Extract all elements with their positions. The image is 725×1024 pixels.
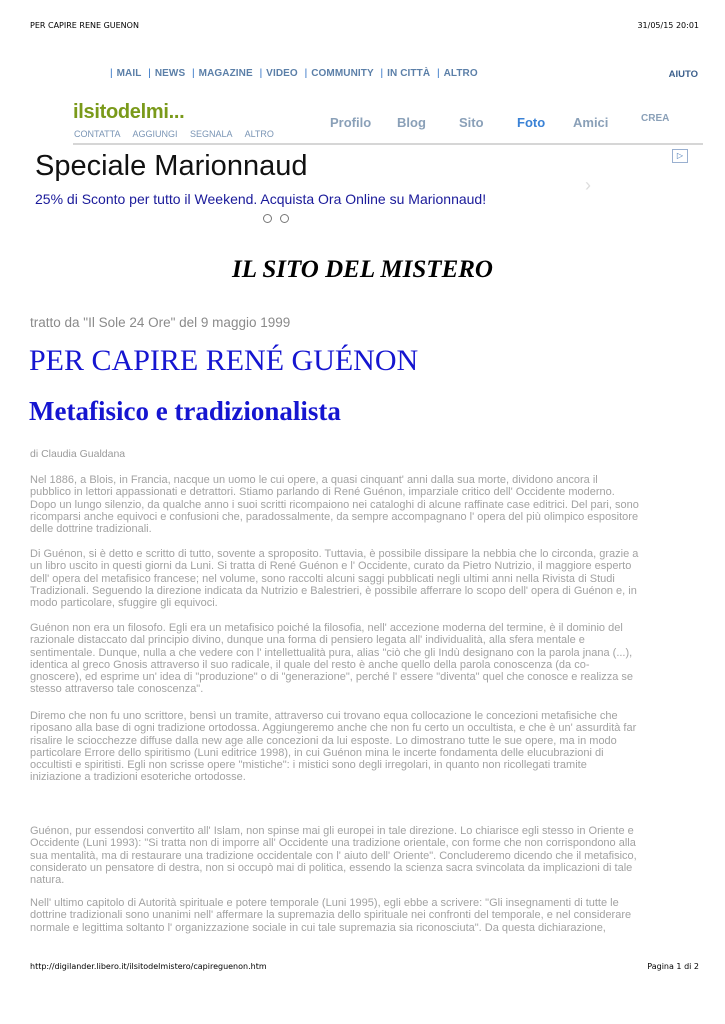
site-title: IL SITO DEL MISTERO: [232, 256, 493, 283]
nav-in-citta[interactable]: IN CITTÀ: [387, 68, 431, 79]
article-source: tratto da "Il Sole 24 Ore" del 9 maggio 1999: [30, 315, 291, 330]
ad-title[interactable]: Speciale Marionnaud: [35, 150, 308, 182]
help-link[interactable]: AIUTO: [668, 69, 698, 80]
chevron-right-icon[interactable]: ›: [585, 175, 591, 195]
paragraph: Guénon non era un filosofo. Egli era un metafisico poiché la filosofia, nell' accezione moderna del termine, è il dominio del razionale distaccato dal principio divino, dunque una forma di pensiero legata all' individualità, alla sfera mentale e sentimentale. Dunque, nulla a che vedere con l' intellettualità pura, alias "ciò che gli Indù designano con la parola jnana (...), identica al greco Gnosis attraverso il suo radicale, il quale del resto è anche quello della parola conoscenza (da co- gnoscere), ed esprime un' idea di "produzione" o di "generazione", perché l' essere "diventa" quel che conosce e realizza se stesso attraverso tale conoscenza".: [30, 622, 634, 696]
header-divider: [73, 143, 703, 145]
paragraph: Di Guénon, si è detto e scritto di tutto, sovente a sproposito. Tuttavia, è possibile dissipare la nebbia che lo circonda, grazie a un libro uscito in questi giorni da Luni. Si tratta di René Guénon e l' Occidente, curato da Pietro Nutrizio, il maggiore esperto dell' opera del metafisico francese; nel volume, sono raccolti alcuni saggi pubblicati negli ultimi anni nella Rivista di Studi Tradizionali. Seguendo la direzione indicata da Nutrizio e Balestrieri, è possibile afferrare lo scopo dell' opera di Guénon e, in modo particolare, sfuggire gli equivoci.: [30, 548, 639, 610]
sublink-segnala[interactable]: SEGNALA: [190, 129, 233, 139]
paragraph: Nell' ultimo capitolo di Autorità spirituale e potere temporale (Luni 1995), egli ebbe a scrivere: "Gli insegnamenti di tutte le dottrine tradizionali sono unanimi nell' affermare la supremazia dello spirituale nei confronti del temporale, e nel considerare normale e legittima soltanto l' organizzazione sociale in cui tale supremazia sia riconosciuta". Da questa dichiarazione,: [30, 897, 632, 934]
print-footer-page: Pagina 1 di 2: [647, 962, 699, 971]
nav-altro[interactable]: ALTRO: [443, 68, 478, 79]
nav-video[interactable]: VIDEO: [266, 68, 298, 79]
nav-community[interactable]: COMMUNITY: [311, 68, 374, 79]
sublink-altro[interactable]: ALTRO: [244, 129, 274, 139]
ad-choices-icon[interactable]: ▷: [672, 149, 688, 163]
top-navigation: | MAIL | NEWS | MAGAZINE | VIDEO | COMMUNITY | IN CITTÀ | ALTRO: [110, 68, 478, 79]
paragraph: Diremo che non fu uno scrittore, bensì un tramite, attraverso cui trovano equa collocazione le concezioni metafisiche che riposano alla base di ogni tradizione ortodossa. Aggiungeremo anche che non fu certo un occultista, e che è un' assurdità far risalire le sciocchezze diffuse dalla new age alle concezioni da lui esposte. Lo dimostrano tutte le sue opere, ma in modo particolare Errore dello spiritismo (Luni editrice 1998), in cui Guénon mina le incerte fondamenta delle elucubrazioni di occultisti e spiritisti. Egli non scrisse opere "mistiche": i mistici sono degli irregolari, in quanto non ricollegati tramite iniziazione a tradizioni esoteriche ortodosse.: [30, 710, 637, 784]
ad-dot-2[interactable]: [280, 214, 289, 223]
ad-dot-1[interactable]: [263, 214, 272, 223]
ad-text[interactable]: 25% di Sconto per tutto il Weekend. Acquista Ora Online su Marionnaud!: [35, 191, 487, 207]
article-subtitle: Metafisico e tradizionalista: [29, 396, 341, 426]
print-footer-url: http://digilander.libero.it/ilsitodelmistero/capireguenon.htm: [30, 962, 267, 971]
site-sublinks: [74, 129, 284, 139]
sublink-aggiungi[interactable]: AGGIUNGI: [132, 129, 178, 139]
ad-pagination: [263, 210, 297, 228]
crea-button[interactable]: CREA: [641, 113, 670, 124]
print-header-title: PER CAPIRE RENE GUENON: [30, 21, 139, 30]
nav-mail[interactable]: MAIL: [116, 68, 142, 79]
print-header-date: 31/05/15 20:01: [637, 21, 699, 30]
nav-news[interactable]: NEWS: [154, 68, 186, 79]
article-author: di Claudia Gualdana: [30, 448, 126, 460]
sublink-contatta[interactable]: CONTATTA: [74, 129, 121, 139]
nav-magazine[interactable]: MAGAZINE: [198, 68, 253, 79]
paragraph: Nel 1886, a Blois, in Francia, nacque un uomo le cui opere, a quasi cinquant' anni dalla sua morte, dividono ancora il pubblico in lettori appassionati e detrattori. Stiamo parlando di René Guénon, imparziale critico dell' Occidente moderno. Dopo un lungo silenzio, da qualche anno i suoi scritti ricompaiono nei cataloghi di alcune raffinate case editrici. Del pari, sono ricomparsi anche equivoci e confusioni che, paradossalmente, da sempre accompagnano l' opera del più olimpico espositore delle dottrine tradizionali.: [30, 474, 639, 536]
tab-sito[interactable]: Sito: [459, 115, 484, 130]
tab-amici[interactable]: Amici: [573, 115, 609, 130]
tab-profilo[interactable]: Profilo: [330, 115, 372, 130]
site-logo[interactable]: ilsitodelmi...: [73, 101, 185, 123]
article-title: PER CAPIRE RENÉ GUÉNON: [29, 344, 419, 377]
tab-foto[interactable]: Foto: [517, 115, 546, 130]
tab-blog[interactable]: Blog: [397, 115, 426, 130]
paragraph: Guénon, pur essendosi convertito all' Islam, non spinse mai gli europei in tale direzione. Lo chiarisce egli stesso in Oriente e Occidente (Luni 1993): "Si tratta non di imporre all' Occidente una tradizione orientale, con forme che non corrispondono alla sua mentalità, ma di restaurare una tradizione occidentale con l' aiuto dell' Oriente". Concluderemo dicendo che il metafisico, considerato un pensatore di destra, non si occupò mai di politica, essendo la scienza sacra svincolata da implicazioni di tale natura.: [30, 825, 637, 887]
